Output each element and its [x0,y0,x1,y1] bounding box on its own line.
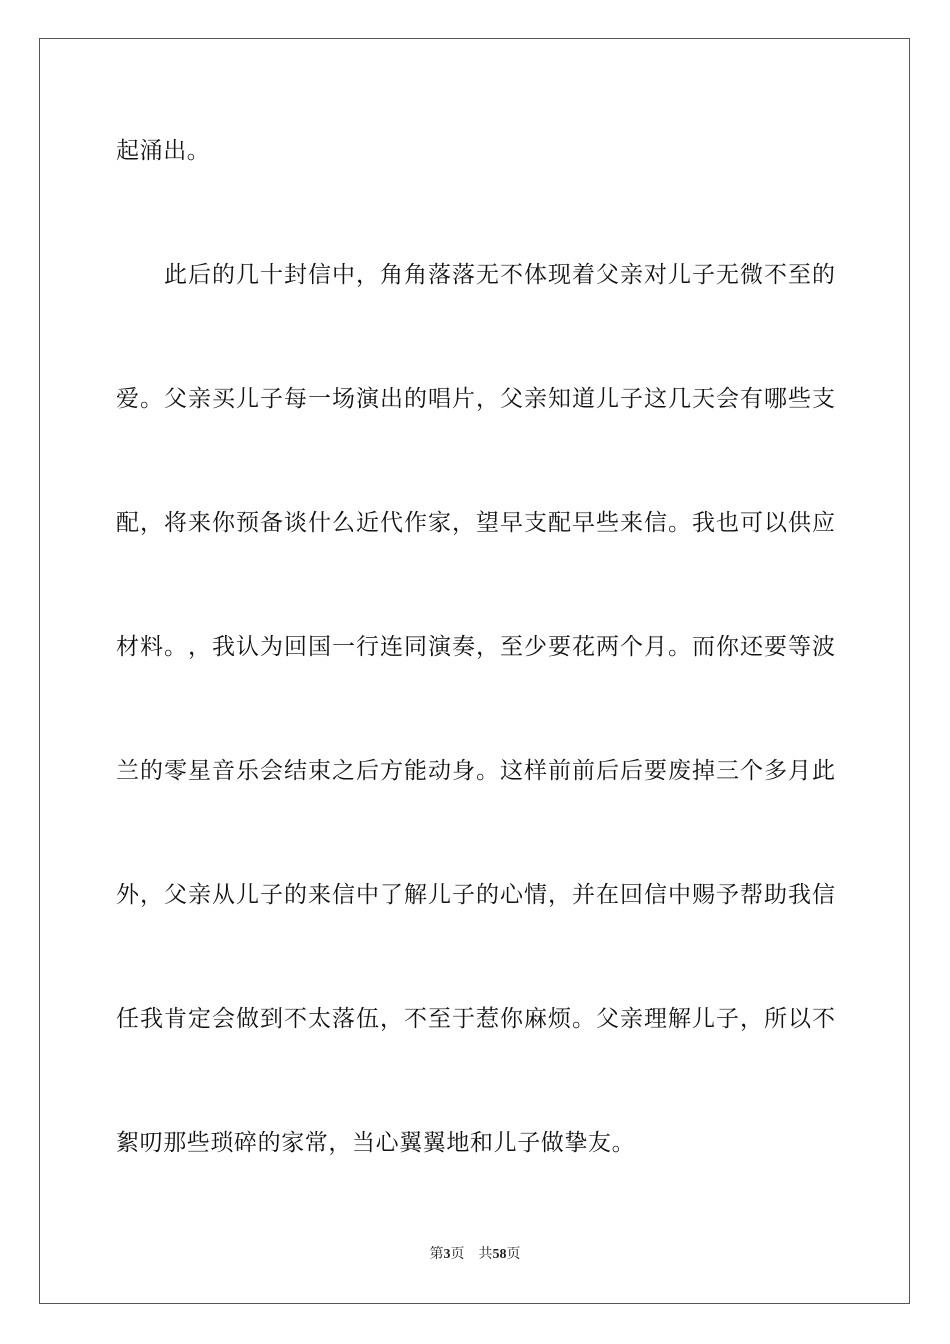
page-prefix: 第 [429,1246,444,1262]
paragraph-line-5: 材 料 。 ， 我 认 为 回 国 一 行 连 同 演 奏 ， 至 少 要 花 两 个 月 。 而 你 还 要 等 波 [116,634,836,660]
page-frame [39,38,910,1304]
page-total-number: 58 [492,1247,507,1262]
paragraph-line-1: 起涌出。 [116,138,211,164]
paragraph-line-2: 此 后 的 几 十 封 信 中 ， 角 角 落 落 无 不 体 现 着 父 亲 对 儿 子 无 微 不 至 的 [164,262,836,288]
paragraph-line-9: 絮叨那些琐碎的家常，当心翼翼地和儿子做挚友。 [116,1130,636,1156]
paragraph-line-3: 爱 。 父 亲 买 儿 子 每 一 场 演 出 的 唱 片 ， 父 亲 知 道 儿 子 这 几 天 会 有 哪 些 支 [116,386,836,412]
paragraph-line-8: 任 我 肯 定 会 做 到 不 太 落 伍 ， 不 至 于 惹 你 麻 烦 。 父 亲 理 解 儿 子 ， 所 以 不 [116,1006,836,1032]
total-suffix: 页 [506,1246,521,1262]
paragraph-line-7: 外 ， 父 亲 从 儿 子 的 来 信 中 了 解 儿 子 的 心 情 ， 并 在 回 信 中 赐 予 帮 助 我 信 [116,882,836,908]
paragraph-line-4: 配 ， 将 来 你 预 备 谈 什 么 近 代 作 家 ， 望 早 支 配 早 些 来 信 。 我 也 可 以 供 应 [116,510,836,536]
page-current-number: 3 [443,1247,451,1262]
paragraph-line-6: 兰 的 零 星 音 乐 会 结 束 之 后 方 能 动 身 。 这 样 前 前 后 后 要 废 掉 三 个 多 月 此 [116,758,836,784]
page-footer [0,1245,950,1264]
page-suffix: 页 [450,1246,465,1262]
total-prefix: 共 [478,1246,493,1262]
